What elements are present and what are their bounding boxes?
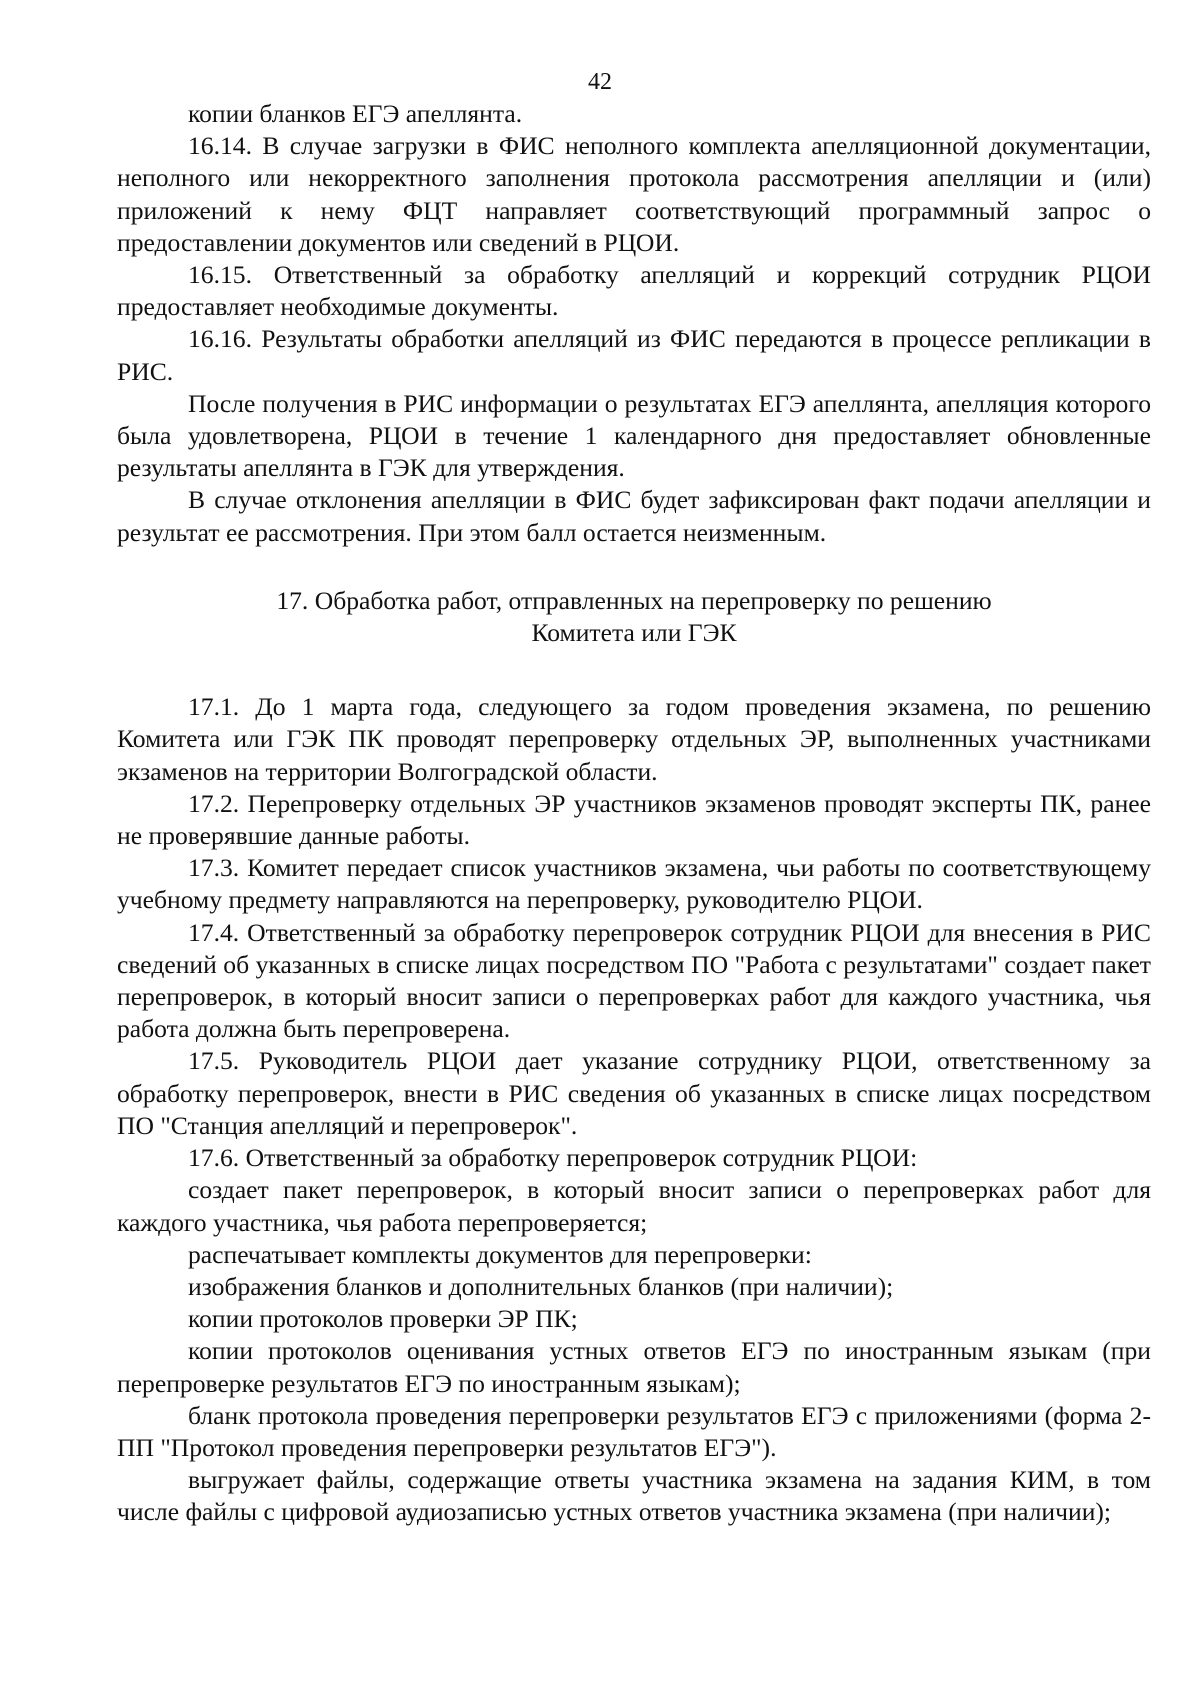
paragraph: После получения в РИС информации о результатах ЕГЭ апеллянта, апелляция которого была удовлетворена, РЦОИ в течение 1 календарного дня предоставляет обновленные результаты апеллянта в ГЭК для утверждения. xyxy=(117,388,1151,483)
paragraph: 17.3. Комитет передает список участников экзамена, чьи работы по соответствующему учебному предмету направляются на перепроверку, руководителю РЦОИ. xyxy=(117,853,1151,915)
paragraph: 17.5. Руководитель РЦОИ дает указание сотруднику РЦОИ, ответственному за обработку перепроверок, внести в РИС сведения об указанных в списке лицах посредством ПО "Станция апелляций и перепроверок". xyxy=(117,1046,1151,1140)
paragraph: распечатывает комплекты документов для перепроверки: xyxy=(188,1239,812,1269)
paragraph: 17.6. Ответственный за обработку перепроверок сотрудник РЦОИ: xyxy=(188,1143,918,1173)
paragraph: копии бланков ЕГЭ апеллянта. xyxy=(188,99,523,128)
paragraph: 17.2. Перепроверку отдельных ЭР участников экзаменов проводят эксперты ПК, ранее не проверявшие данные работы. xyxy=(117,788,1151,851)
paragraph: 17.4. Ответственный за обработку перепроверок сотрудник РЦОИ для внесения в РИС сведений об указанных в списке лицах посредством ПО "Работа с результатами" создает пакет перепроверок, в который вносит записи о перепроверках работ для каждого участника, чья работа должна быть перепроверена. xyxy=(117,917,1151,1044)
document-body xyxy=(117,98,1151,1529)
paragraph: 16.15. Ответственный за обработку апелляций и коррекций сотрудник РЦОИ предоставляет необходимые документы. xyxy=(117,260,1151,322)
page-number: 42 xyxy=(588,69,612,95)
paragraph: выгружает файлы, содержащие ответы участника экзамена на задания КИМ, в том числе файлы с цифровой аудиозаписью устных ответов участника экзамена (при наличии); xyxy=(117,1465,1151,1527)
section-heading-line: 17. Обработка работ, отправленных на перепроверку по решению xyxy=(276,585,992,615)
paragraph: 16.14. В случае загрузки в ФИС неполного комплекта апелляционной документации, неполного или некорректного заполнения протокола рассмотрения апелляции и (или) приложений к нему ФЦТ направляет соответствующий программный запрос о предоставлении документов или сведений в РЦОИ. xyxy=(117,131,1151,257)
section-heading-line: Комитета или ГЭК xyxy=(531,618,737,648)
paragraph: 17.1. До 1 марта года, следующего за годом проведения экзамена, по решению Комитета или ГЭК ПК проводят перепроверку отдельных ЭР, выполненных участниками экзаменов на территории Волгоградской области. xyxy=(117,692,1151,786)
paragraph: создает пакет перепроверок, в который вносит записи о перепроверках работ для каждого участника, чья работа перепроверяется; xyxy=(117,1175,1151,1237)
paragraph: копии протоколов проверки ЭР ПК; xyxy=(188,1304,578,1334)
paragraph: В случае отклонения апелляции в ФИС будет зафиксирован факт подачи апелляции и результат ее рассмотрения. При этом балл остается неизменным. xyxy=(117,485,1151,547)
section-heading xyxy=(117,585,1151,649)
paragraph: изображения бланков и дополнительных бланков (при наличии); xyxy=(188,1271,894,1301)
paragraph: копии протоколов оценивания устных ответов ЕГЭ по иностранным языкам (при перепроверке результатов ЕГЭ по иностранным языкам); xyxy=(117,1336,1151,1398)
paragraph: 16.16. Результаты обработки апелляций из ФИС передаются в процессе репликации в РИС. xyxy=(117,324,1151,386)
paragraph: бланк протокола проведения перепроверки результатов ЕГЭ с приложениями (форма 2-ПП "Протокол проведения перепроверки результатов ЕГЭ"). xyxy=(117,1400,1151,1462)
